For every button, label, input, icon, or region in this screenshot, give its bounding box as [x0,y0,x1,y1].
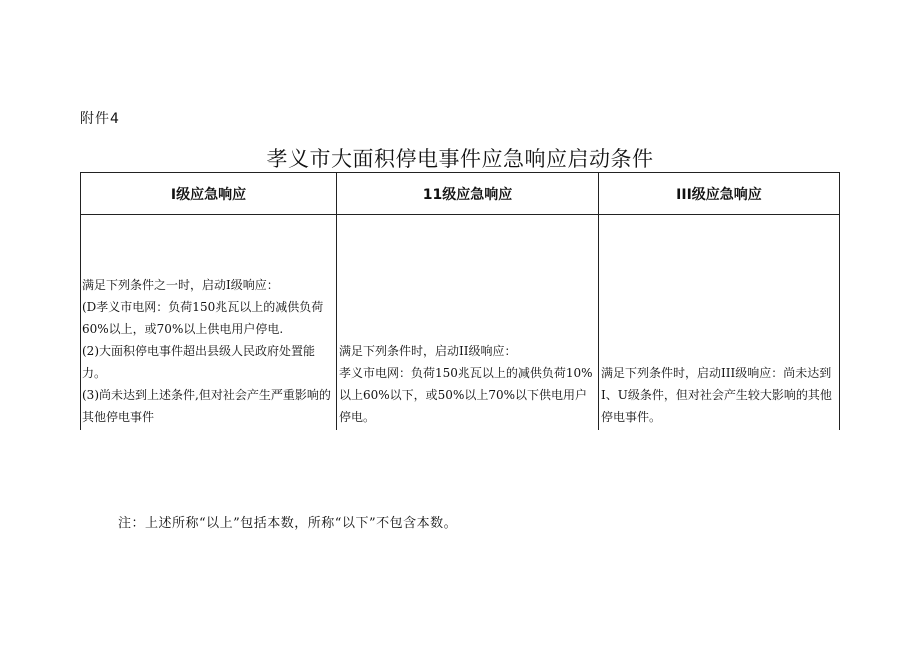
header-level-2: 11级应急响应 [422,186,513,203]
document-title: 孝义市大面积停电事件应急响应启动条件 [266,147,654,171]
cell-1-line: (3)尚未达到上述条件,但对社会产生严重影响的其他停电事件 [82,388,331,424]
table-border-right [839,172,840,430]
cell-level-2-conditions [339,340,595,428]
cell-2-line: 孝义市电网：负荷150兆瓦以上的减供负荷10%以上60%以下，或50%以上70%以下供电用户停电。 [339,366,593,424]
annex-label: 附件4 [80,111,120,127]
cell-1-line: (2)大面积停电事件超出县级人民政府处置能力。 [82,344,315,380]
header-level-1: I级应急响应 [170,186,247,203]
cell-2-line: 满足下列条件时，启动II级响应： [339,344,517,358]
cell-level-3-conditions [601,362,837,428]
header-level-3: III级应急响应 [676,186,762,203]
cell-1-line: (D孝义市电网：负荷150兆瓦以上的减供负荷60%以上，或70%以上供电用户停电. [82,300,324,336]
cell-1-line: 满足下列条件之一时，启动I级响应： [82,278,279,292]
cell-level-1-conditions [82,274,332,428]
footnote: 注：上述所称“以上”包括本数，所称“以下”不包含本数。 [118,516,458,531]
response-conditions-table [80,172,840,430]
cell-3-line: 满足下列条件时，启动III级响应：尚未达到I、U级条件，但对社会产生较大影响的其他停电事件。 [601,366,832,424]
